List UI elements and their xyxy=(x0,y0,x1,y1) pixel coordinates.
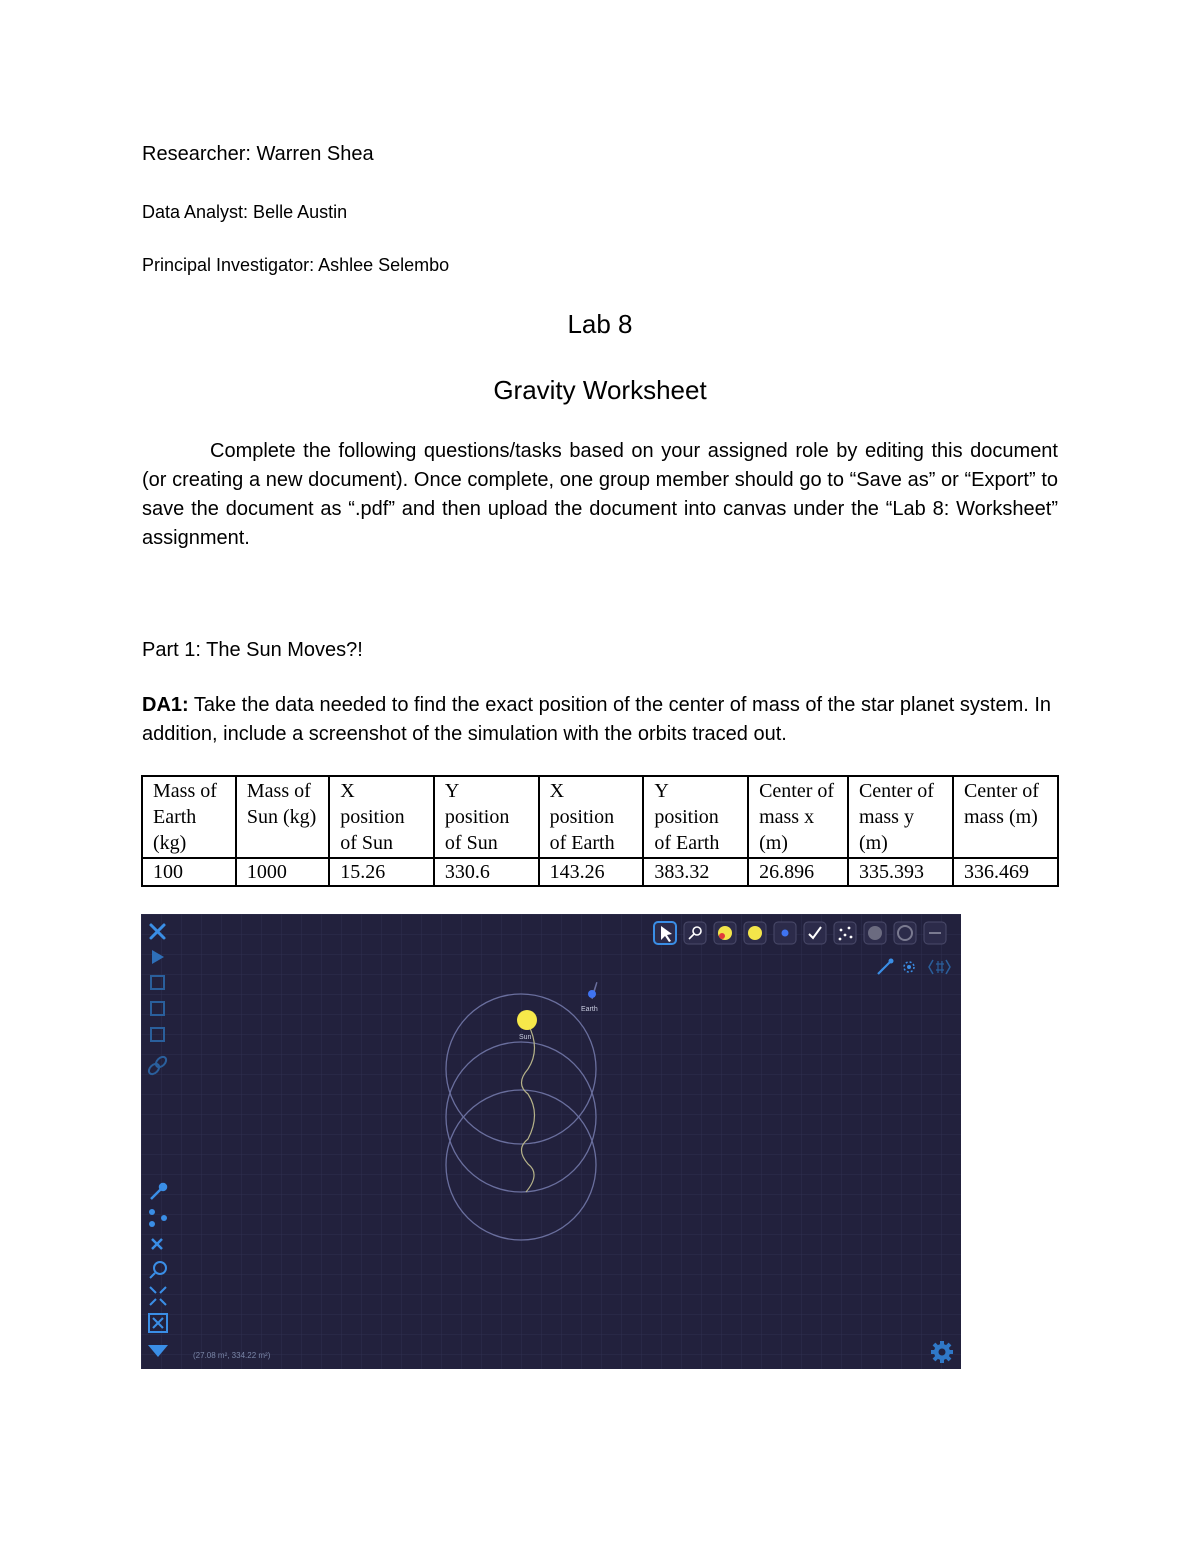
table-header-cell: Y position of Sun xyxy=(434,776,539,858)
da1-paragraph xyxy=(142,691,1058,749)
table-header-cell: Center of mass x (m) xyxy=(748,776,848,858)
minus-icon[interactable] xyxy=(924,922,946,944)
star-icon[interactable] xyxy=(744,922,766,944)
earth-body[interactable] xyxy=(588,990,596,998)
table-cell: 335.393 xyxy=(848,858,953,886)
grid-background xyxy=(141,914,961,1369)
worksheet-title: Gravity Worksheet xyxy=(493,375,707,405)
simulation-canvas xyxy=(141,914,961,1369)
table-header-row xyxy=(142,776,1058,858)
table-header-cell: X position of Earth xyxy=(539,776,644,858)
table-cell: 100 xyxy=(142,858,236,886)
table-cell: 383.32 xyxy=(643,858,748,886)
table-header-cell: Center of mass y (m) xyxy=(848,776,953,858)
data-analyst-line: Data Analyst: Belle Austin xyxy=(142,202,348,222)
table-row xyxy=(142,858,1058,886)
simulation-screenshot xyxy=(141,914,961,1369)
earth-label: Earth xyxy=(581,1006,598,1013)
table-cell: 336.469 xyxy=(953,858,1058,886)
particles-icon[interactable] xyxy=(834,922,856,944)
da1-text: Take the data needed to find the exact position of the center of mass of the star planet system. In addition, include a screenshot of the simulation with the orbits traced out. xyxy=(142,694,1052,745)
part1-heading: Part 1: The Sun Moves?! xyxy=(142,639,363,661)
table-header-cell: X position of Sun xyxy=(329,776,434,858)
lab-title: Lab 8 xyxy=(567,309,633,339)
planet-icon[interactable] xyxy=(774,922,796,944)
da1-label: DA1: xyxy=(142,694,189,716)
principal-investigator-line: Principal Investigator: Ashlee Selembo xyxy=(142,255,450,275)
table-cell: 143.26 xyxy=(539,858,644,886)
table-header-cell: Center of mass (m) xyxy=(953,776,1058,858)
gray-disk-icon[interactable] xyxy=(864,922,886,944)
table-header-cell: Mass of Sun (kg) xyxy=(236,776,329,858)
data-table xyxy=(141,775,1059,887)
sun-body[interactable] xyxy=(517,1010,537,1030)
sun-icon[interactable] xyxy=(714,922,736,944)
table-cell: 1000 xyxy=(236,858,329,886)
table-header-cell: Mass of Earth (kg) xyxy=(142,776,236,858)
gear-icon[interactable] xyxy=(931,1341,953,1363)
magnify-icon[interactable] xyxy=(684,922,706,944)
table-cell: 330.6 xyxy=(434,858,539,886)
sun-label: Sun xyxy=(519,1034,532,1041)
check-icon[interactable] xyxy=(804,922,826,944)
instructions-paragraph xyxy=(142,437,1058,553)
ring-icon[interactable] xyxy=(894,922,916,944)
researcher-line: Researcher: Warren Shea xyxy=(142,143,374,165)
cursor-coordinates: (27.08 m², 334.22 m²) xyxy=(193,1351,271,1360)
table-header-cell: Y position of Earth xyxy=(643,776,748,858)
table-cell: 26.896 xyxy=(748,858,848,886)
instructions-text: Complete the following questions/tasks based on your assigned role by editing this document (or creating a new document). Once complete, one group member should go to “Save as” or “Export” to save the document as “.pdf” and then upload the document into canvas under the “Lab 8: Worksheet” assignment. xyxy=(142,440,1058,549)
table-cell: 15.26 xyxy=(329,858,434,886)
